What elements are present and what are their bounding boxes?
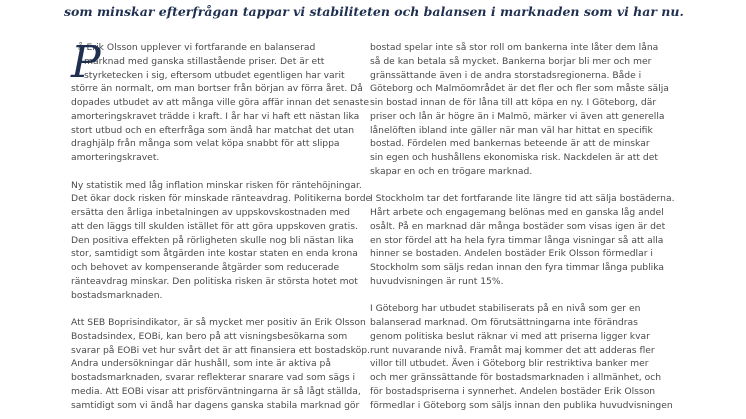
text-line: hinner se bostaden. Andelen bostäder Erik Olsson förmedlar i bbox=[370, 248, 653, 260]
text-line: media. Att EOBi visar att prisförväntningarna är så lågt ställda, bbox=[71, 385, 361, 397]
text-line: Andra undersökningar där hushåll, som inte är aktiva på bbox=[71, 358, 331, 370]
text-line: och behovet av kompenserande åtgärder som reducerade bbox=[71, 262, 340, 273]
paragraph-seb-indicator bbox=[71, 316, 371, 412]
paragraph-banks bbox=[370, 41, 670, 179]
right-column bbox=[370, 41, 675, 419]
paragraph-intro bbox=[71, 37, 371, 165]
text-line: ränteavdrag minskar. Den politiska risken är största hotet mot bbox=[71, 275, 358, 287]
text-line: bostadsmarknaden. bbox=[71, 289, 163, 301]
text-line: dopades utbudet av att många ville göra affär innan det senaste bbox=[71, 97, 369, 108]
text-line: Göteborg och Malmöområdet är det fler och fler som måste sälja bbox=[370, 83, 669, 95]
text-line: och mer gränssättande för bostadsmarknaden i allmänhet, och bbox=[370, 372, 662, 383]
lead-quote: som minskar efterfrågan tappar vi stabiliteten och balansen i marknaden som vi har nu. bbox=[64, 4, 684, 19]
text-line: svarar på EOBi vet hur svårt det är att finansiera ett bostadsköp. bbox=[71, 344, 370, 356]
text-line: lånelöften ibland inte gäller när man väl har hittat en specifik bbox=[370, 124, 653, 136]
left-column bbox=[71, 37, 372, 419]
text-line: I Stockholm tar det fortfarande lite längre tid att sälja bostäderna. bbox=[370, 193, 675, 205]
text-line: gränssättande även i de andra storstadsregionerna. Både i bbox=[370, 69, 642, 81]
text-line: bostad spelar inte så stor roll om bankerna inte låter dem låna bbox=[370, 42, 659, 53]
text-line: I Göteborg har utbudet stabiliserats på en nivå som ger en bbox=[370, 303, 641, 315]
text-line: priser och lån är högre än i Malmö, märker vi även att generella bbox=[370, 110, 665, 122]
paragraph-stockholm bbox=[370, 192, 675, 288]
text-line: sin bostad innan de för låna till att köpa en ny. I Göteborg, där bbox=[370, 97, 657, 108]
text-line: Ny statistik med låg inflation minskar risken för räntehöjningar. bbox=[71, 179, 362, 191]
text-line: Den positiva effekten på rörligheten skulle nog bli nästan lika bbox=[71, 234, 354, 246]
text-line: större än normalt, om man bortser från början av förra året. Då bbox=[71, 83, 363, 95]
text-line: skapar en och en trögare marknad. bbox=[370, 165, 533, 177]
text-line: sin egen och hushållens ekonomiska risk. Nackdelen är att det bbox=[370, 152, 659, 163]
text-line: Att SEB Boprisindikator, är så mycket mer positiv än Erik Olsson bbox=[71, 317, 366, 328]
text-line: runt nuvarande nivå. Framåt maj kommer det att adderas fler bbox=[370, 344, 655, 356]
text-line: bostadsmarknaden, svarar reflekterar snarare vad som sägs i bbox=[71, 372, 356, 383]
text-line: draghjälp från många som velat köpa snabbt för att slippa bbox=[71, 138, 340, 150]
text-line: förmedlar i Göteborg som säljs innan den publika huvudvisningen bbox=[370, 399, 673, 411]
drop-cap-letter: P bbox=[71, 37, 101, 88]
text-line: å Erik Olsson upplever vi fortfarande en balanserad bbox=[78, 42, 316, 53]
text-line: för bostadspriserna i synnerhet. Andelen bostäder Erik Olsson bbox=[370, 385, 656, 397]
text-line: amorteringskravet trädde i kraft. I år har vi haft ett nästan lika bbox=[71, 110, 360, 122]
text-line: en stor fördel att ha hela fyra timmar långa visningar så att alla bbox=[370, 234, 664, 246]
text-line: Bostadsindex, EOBi, kan bero på att visningsbesökarna som bbox=[71, 330, 348, 342]
text-line: amorteringskravet. bbox=[71, 152, 160, 163]
text-line: så de kan betala så mycket. Bankerna borjar bli mer och mer bbox=[370, 55, 652, 67]
text-line: att den läggs till skulden istället för att göra uppskoven gratis. bbox=[71, 220, 358, 232]
text-line: stor, samtidigt som åtgärden inte kostar staten en enda krona bbox=[71, 248, 358, 260]
text-line: Stockholm som säljs redan innan den fyra timmar långa publika bbox=[370, 262, 665, 273]
text-line: samtidigt som vi ändå har dagens ganska stabila marknad gör bbox=[71, 399, 360, 411]
text-line: stort utbud och en efterfråga som ändå har matchat det utan bbox=[71, 124, 355, 136]
text-line: Hårt arbete och engagemang belönas med en ganska låg andel bbox=[370, 207, 664, 218]
text-line: Det ökar dock risken för minskade ränteavdrag. Politikerna borde bbox=[71, 193, 372, 205]
text-line: huvudvisningen är runt 15%. bbox=[370, 275, 504, 287]
paragraph-inflation bbox=[71, 179, 371, 303]
text-line: styrketecken i sig, eftersom utbudet egentligen har varit bbox=[84, 69, 345, 81]
text-line: bostad. Fördelen med bankernas beteende är att de minskar bbox=[370, 138, 650, 150]
text-line: balanserad marknad. Om förutsättningarna inte förändras bbox=[370, 317, 638, 328]
text-line: ersätta den årliga inbetalningen av uppskovskostnaden med bbox=[71, 207, 351, 218]
text-line: marknad med ganska stillastående priser. Det är ett bbox=[84, 55, 325, 67]
text-line: osålt. På en marknad där många bostäder som visas igen är det bbox=[370, 220, 666, 232]
paragraph-goteborg bbox=[370, 302, 673, 412]
text-line: genom politiska beslut räknar vi med att priserna ligger kvar bbox=[370, 330, 650, 342]
text-line: villor till utbudet. Även i Göteborg blir restriktiva banker mer bbox=[370, 358, 649, 370]
